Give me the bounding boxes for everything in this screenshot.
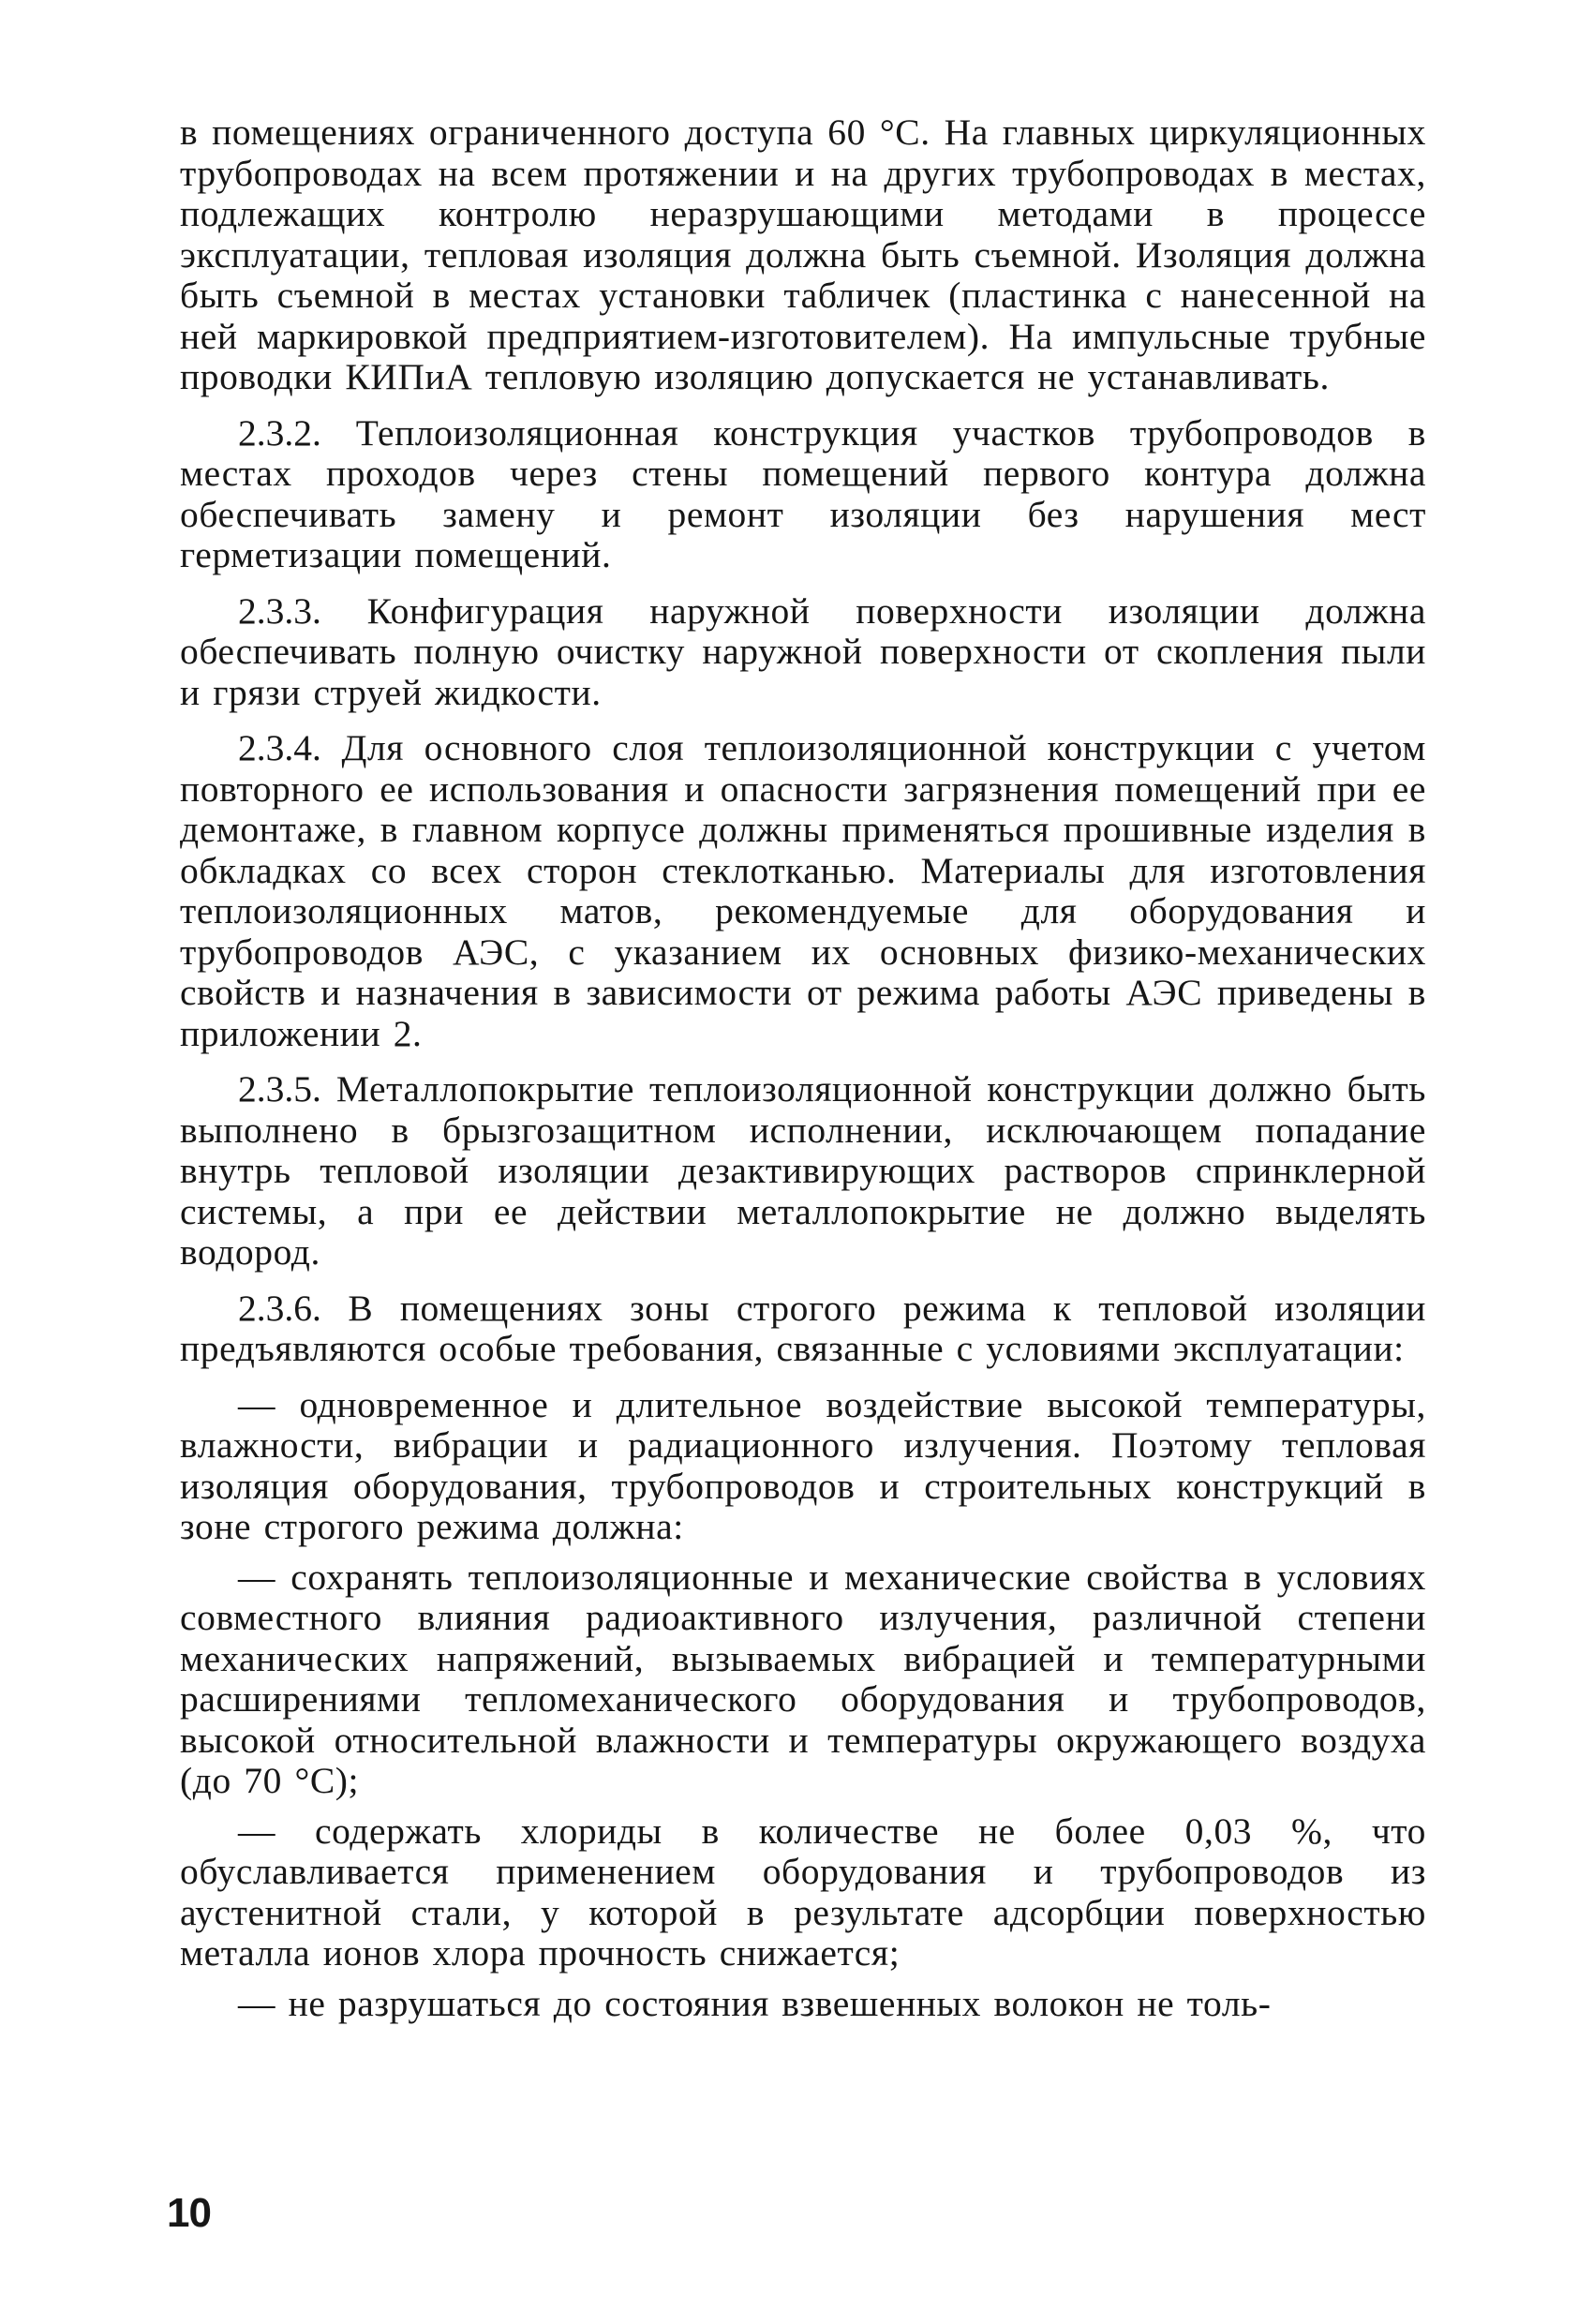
- paragraph-text: Для основного слоя теплоизоляционной конструкции с учетом повторного ее использования и опасности загрязнения помещений при ее демонтаже, в главном корпусе должны применяться прошивные изделия в обкладках со всех сторон стеклотканью. Материалы для изготовления теплоизоляционных матов, рекомендуемые для оборудования и трубопроводов АЭС, с указанием их основных физико-механических свойств и назначения в зависимости от режима работы АЭС приведены в приложении 2.: [180, 727, 1426, 1054]
- paragraph-intro: [180, 112, 1426, 398]
- paragraph-2-3-2: [180, 413, 1426, 576]
- list-item: — не разрушаться до состояния взвешенных волокон не толь-: [238, 1982, 1272, 2024]
- paragraph-text: В помещениях зоны строгого режима к тепловой изоляции предъявляются особые требования, связанные с условиями эксплуатации:: [180, 1287, 1426, 1369]
- clause-number: 2.3.6.: [238, 1287, 321, 1329]
- clause-number: 2.3.3.: [238, 589, 321, 632]
- paragraph-2-3-4: [180, 728, 1426, 1054]
- clause-number: 2.3.2.: [238, 411, 321, 454]
- paragraph-text: Теплоизоляционная конструкция участков трубопроводов в местах проходов через стены помещений первого контура должна обеспечивать замену и ремонт изоляции без нарушения мест герметизации помещений.: [180, 411, 1426, 575]
- clause-number: 2.3.5.: [238, 1068, 321, 1110]
- page-number: 10: [167, 2190, 211, 2236]
- paragraph-2-3-5: [180, 1069, 1426, 1274]
- clause-number: 2.3.4.: [238, 727, 321, 768]
- paragraph-text: в помещениях ограниченного доступа 60 °C. На главных циркуляционных трубопроводах на всем протяжении и на других трубопроводах в местах, подлежащих контролю неразрушающими методами в процессе эксплуатации, тепловая изоляция должна быть съемной. Изоляция должна быть съемной в местах установки табличек (пластинка с нанесенной на ней маркировкой предприятием-изготовителем). На импульсные трубные проводки КИПиА тепловую изоляцию допускается не устанавливать.: [180, 112, 1426, 397]
- list-item: — одновременное и длительное воздействие высокой температуры, влажности, вибрации и радиационного излучения. Поэтому тепловая изоляция оборудования, трубопроводов и строительных конструкций в зоне строгого режима должна:: [180, 1383, 1426, 1547]
- paragraph-2-3-3: [180, 591, 1426, 714]
- paragraph-text: Металлопокрытие теплоизоляционной конструкции должно быть выполнено в брызгозащитном исполнении, исключающем попадание внутрь тепловой изоляции дезактивирующих растворов спринклерной системы, а при ее действии металлопокрытие не должно выделять водород.: [180, 1068, 1426, 1273]
- list-item: — сохранять теплоизоляционные и механические свойства в условиях совместного влияния радиоактивного излучения, различной степени механических напряжений, вызываемых вибрацией и температурными расширениями тепломеханического оборудования и трубопроводов, высокой относительной влажности и температуры окружающего воздуха (до 70 °C);: [180, 1556, 1426, 1801]
- list-item: — содержать хлориды в количестве не более 0,03 %, что обуславливается применением оборудования и трубопроводов из аустенитной стали, у которой в результате адсорбции поверхностью металла ионов хлора прочность снижается;: [180, 1810, 1426, 1974]
- text-column: [180, 112, 1426, 2034]
- paragraph-text: Конфигурация наружной поверхности изоляции должна обеспечивать полную очистку наружной поверхности от скопления пыли и грязи струей жидкости.: [180, 589, 1426, 713]
- paragraph-2-3-6: [180, 1289, 1426, 1370]
